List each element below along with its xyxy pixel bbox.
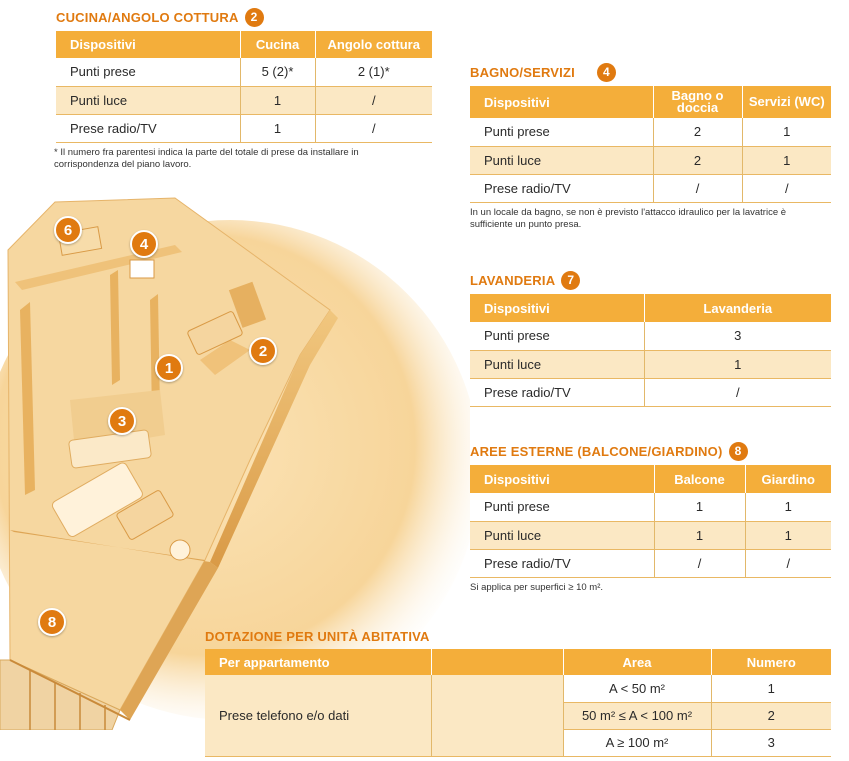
table-row: Prese radio/TV 1 /: [56, 114, 432, 142]
unit-section: [205, 627, 831, 757]
house-marker-6: 6: [54, 216, 82, 244]
outdoor-badge: 8: [729, 442, 748, 461]
kitchen-title: CUCINA/ANGOLO COTTURA 2: [56, 7, 432, 27]
house-marker-4: 4: [130, 230, 158, 258]
table-row: Prese radio/TV / /: [470, 174, 831, 202]
laundry-header-devices: Dispositivi: [470, 294, 644, 322]
outdoor-note: Si applica per superfici ≥ 10 m².: [470, 581, 603, 593]
unit-header-area: Area: [563, 649, 711, 675]
unit-header-apartment: Per appartamento: [205, 649, 431, 675]
laundry-badge: 7: [561, 271, 580, 290]
bathroom-table: [470, 86, 831, 203]
unit-row-label: Prese telefono e/o dati: [205, 675, 431, 756]
kitchen-table: [56, 31, 432, 143]
bathroom-badge: 4: [597, 63, 616, 82]
unit-title: DOTAZIONE PER UNITÀ ABITATIVA: [205, 628, 430, 644]
kitchen-note: * Il numero fra parentesi indica la parte del totale di prese da installare in corrispondenza del piano lavoro.: [54, 146, 359, 170]
table-row: Prese radio/TV /: [470, 378, 831, 406]
kitchen-header-kitchen: Cucina: [240, 31, 315, 58]
table-row: Punti prese 5 (2)* 2 (1)*: [56, 58, 432, 86]
laundry-section: [470, 270, 831, 407]
table-row: Punti luce 1 /: [56, 86, 432, 114]
bathroom-title: BAGNO/SERVIZI 4: [470, 62, 831, 82]
table-row: A ≥ 100 m² 3: [205, 729, 831, 756]
kitchen-section: [56, 7, 432, 171]
table-row: Prese radio/TV / /: [470, 549, 831, 577]
table-row: Punti luce 2 1: [470, 146, 831, 174]
table-row: Punti prese 3: [470, 322, 831, 350]
bathroom-note: In un locale da bagno, se non è previsto l'attacco idraulico per la lavatrice è sufficiente un punto presa.: [470, 206, 787, 230]
table-row: Prese telefono e/o dati A < 50 m² 1: [205, 675, 831, 702]
unit-header-number: Numero: [711, 649, 831, 675]
house-marker-2: 2: [249, 337, 277, 365]
outdoor-section: [470, 441, 831, 594]
house-marker-8: 8: [38, 608, 66, 636]
outdoor-table: [470, 465, 831, 578]
kitchen-badge: 2: [245, 8, 264, 27]
kitchen-header-devices: Dispositivi: [56, 31, 240, 58]
outdoor-header-garden: Giardino: [745, 465, 831, 493]
kitchen-header-corner: Angolo cottura: [315, 31, 432, 58]
outdoor-header-balcony: Balcone: [654, 465, 745, 493]
laundry-table: [470, 294, 831, 407]
outdoor-title: AREE ESTERNE (BALCONE/GIARDINO) 8: [470, 441, 831, 461]
bathroom-header-bath: Bagno o doccia: [653, 86, 742, 118]
laundry-title: LAVANDERIA 7: [470, 270, 831, 290]
house-marker-1: 1: [155, 354, 183, 382]
table-row: Punti luce 1: [470, 350, 831, 378]
table-row: 50 m² ≤ A < 100 m² 2: [205, 702, 831, 729]
laundry-header-laundry: Lavanderia: [644, 294, 831, 322]
table-row: Punti luce 1 1: [470, 521, 831, 549]
bathroom-section: [470, 62, 831, 231]
table-row: Punti prese 2 1: [470, 118, 831, 146]
house-marker-3: 3: [108, 407, 136, 435]
bathroom-header-wc: Servizi (WC): [742, 86, 831, 118]
outdoor-header-devices: Dispositivi: [470, 465, 654, 493]
bathroom-header-devices: Dispositivi: [470, 86, 653, 118]
unit-table: [205, 649, 831, 757]
table-row: Punti prese 1 1: [470, 493, 831, 521]
unit-header-blank: [431, 649, 563, 675]
